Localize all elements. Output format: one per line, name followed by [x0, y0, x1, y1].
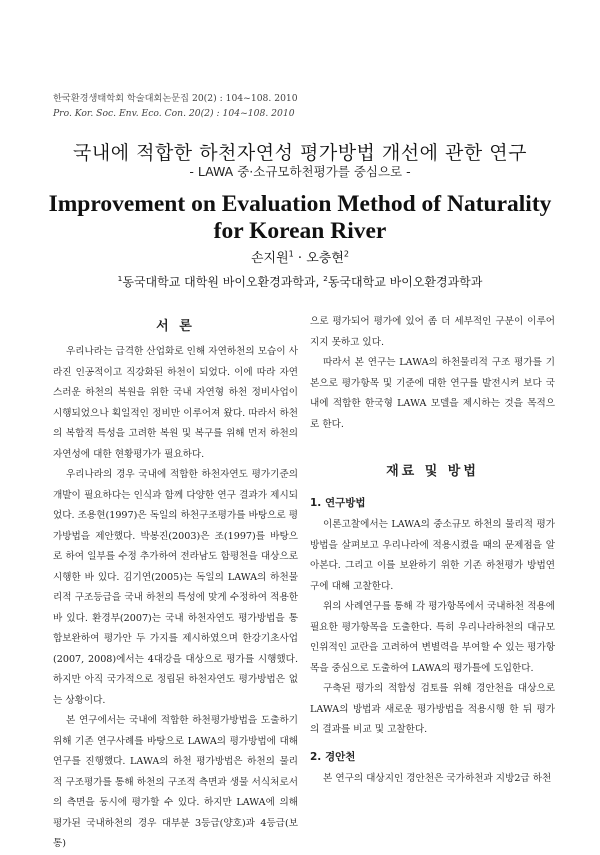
affiliation-mark: 1 — [288, 249, 294, 259]
paper-title-english-line1: Improvement on Evaluation Method of Naturality — [48, 191, 552, 217]
body-paragraph: 우리나라는 급격한 산업화로 인해 자연하천의 모습이 사라진 인공적이고 직강화된 하천이 되었다. 이에 따라 자연스러운 하천의 복원을 위한 국내 자연형 하천 정비사업이 시행되었으나 획일적인 정비만 이루어져 왔다. 따라서 하천의 복합적 특성을 고려한 복원 및 복구를 위해 먼저 하천의 자연성에 대한 현황평가가 필요하다. — [53, 346, 298, 460]
left-column — [53, 312, 298, 855]
paper-title-korean: 국내에 적합한 하천자연성 평가방법 개선에 관한 연구 — [72, 142, 528, 164]
paper-title-english-line2: for Korean River — [213, 218, 387, 244]
body-paragraph: 구축된 평가의 적합성 검토를 위해 경안천을 대상으로 LAWA의 방법과 새로운 평가방법을 적용시행 한 뒤 평가의 결과를 비교 및 고찰한다. — [310, 683, 555, 735]
journal-citation-english: Pro. Kor. Soc. Env. Eco. Con. 20(2) : 104~108. 2010 — [53, 108, 295, 119]
body-paragraph: 위의 사례연구를 통해 각 평가항목에서 국내하천 적용에 필요한 평가항목을 도출한다. 특히 우리나라하천의 대규모 인위적인 교란을 고려하여 변별력을 부여할 수 있는 평가항목을 중심으로 도출하여 LAWA의 평가틀에 도입한다. — [310, 601, 555, 674]
paper-title-english — [0, 191, 600, 245]
body-paragraph: 본 연구에서는 국내에 적합한 하천평가방법을 도출하기 위해 기존 연구사례를 바탕으로 LAWA의 평가방법에 대해 연구를 진행했다. LAWA의 하천 평가방법은 하천의 물리적 구조평가를 통해 하천의 구조적 측면과 생물 서식처로서의 측면을 동시에 평가할 수 있다. 하지만 LAWA에 의해 평가된 국내하천의 경우 대부분 3등급(양호)과 4등급(보통) — [53, 715, 298, 849]
author-separator: · — [293, 251, 307, 266]
affiliation-mark: 1 — [117, 274, 123, 283]
affiliation-line — [0, 273, 600, 290]
journal-citation-korean: 한국환경생태학회 학술대회논문집 20(2) : 104~108. 2010 — [53, 93, 298, 104]
section-spacer — [310, 435, 555, 457]
subsection-heading-study-site: 2. 경안천 — [310, 750, 356, 763]
affiliation-text: 동국대학교 대학원 바이오환경과학과, — [122, 275, 324, 289]
body-paragraph: 본 연구의 대상지인 경안천은 국가하천과 지방2급 하천 — [323, 772, 552, 784]
subsection-heading-research-method: 1. 연구방법 — [310, 497, 366, 509]
affiliation-text: 동국대학교 바이오환경과학과 — [327, 275, 483, 289]
right-column — [310, 312, 555, 789]
body-paragraph: 따라서 본 연구는 LAWA의 하천물리적 구조 평가를 기본으로 평가항목 및 기준에 대한 연구를 발전시켜 보다 국내에 적합한 한국형 LAWA 모델을 제시하는 것을 목적으로 한다. — [310, 357, 555, 430]
author-name: 손지원 — [250, 251, 289, 266]
body-paragraph: 우리나라의 경우 국내에 적합한 하천자연도 평가기준의 개발이 필요하다는 인식과 함께 다양한 연구 결과가 제시되었다. 조용현(1997)은 독일의 하천구조평가를 바탕으로 평가방법을 제안했다. 박봉진(2003)은 조(1997)를 바탕으로 하여 일부를 수정 추가하여 전라남도 함평천을 대상으로 시행한 바 있다. 김기연(2005)는 독일의 LAWA의 하천물리적 구조등급을 국내 하천의 특성에 맞게 수정하여 적용한 바 있다. 환경부(2007)는 국내 하천자연도 평가방법을 통합보완하여 평가안 두 가지를 제시하였으며 한강기초사업(2007, 2008)에서는 4대강을 대상으로 평가를 시행했다. 하지만 아직 국가적으로 정립된 하천자연도 평가방법은 없는 상황이다. — [53, 469, 298, 706]
author-name: 오충현 — [306, 251, 344, 266]
paper-subtitle-korean: - LAWA 중·소규모하천평가를 중심으로 - — [189, 164, 411, 179]
affiliation-mark: 2 — [323, 274, 328, 283]
affiliation-mark: 2 — [343, 249, 350, 259]
body-paragraph: 이론고찰에서는 LAWA의 중소규모 하천의 물리적 평가방법을 살펴보고 우리나라에 적용시켰을 때의 문제점을 알아본다. 그리고 이를 보완하기 위한 기존 하천평가 방법연구에 대해 고찰한다. — [310, 519, 555, 592]
section-heading-methods: 재료 및 방법 — [386, 464, 479, 479]
section-heading-introduction: 서 론 — [156, 319, 195, 334]
body-paragraph-continued: 으로 평가되어 평가에 있어 좀 더 세부적인 구분이 이루어지지 못하고 있다. — [310, 316, 555, 348]
author-list — [0, 247, 600, 266]
